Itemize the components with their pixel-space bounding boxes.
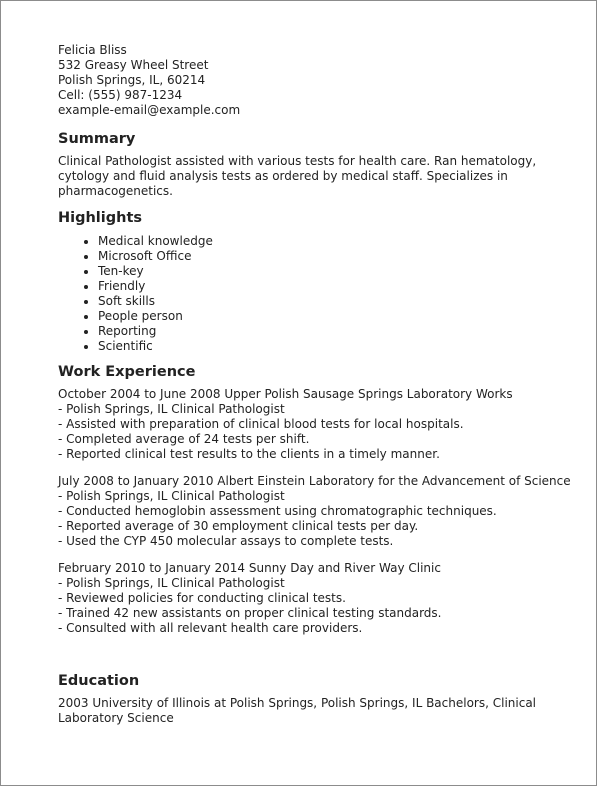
job-detail-line: - Reported clinical test results to the clients in a timely manner. bbox=[58, 447, 440, 461]
highlights-list bbox=[58, 234, 576, 354]
education-text: 2003 University of Illinois at Polish Springs, Polish Springs, IL Bachelors, Clinical Laboratory Science bbox=[58, 696, 537, 725]
contact-block bbox=[58, 43, 576, 118]
job-detail-line: - Trained 42 new assistants on proper clinical testing standards. bbox=[58, 606, 442, 620]
job-entry bbox=[58, 387, 576, 462]
contact-email: example-email@example.com bbox=[58, 103, 241, 117]
job-detail-line: - Polish Springs, IL Clinical Pathologist bbox=[58, 402, 285, 416]
highlights-heading: Highlights bbox=[58, 210, 143, 226]
job-detail-line: - Consulted with all relevant health care providers. bbox=[58, 621, 363, 635]
job-detail-line: - Assisted with preparation of clinical blood tests for local hospitals. bbox=[58, 417, 464, 431]
job-title-line: July 2008 to January 2010 Albert Einstein Laboratory for the Advancement of Science bbox=[58, 474, 571, 488]
job-detail-line: - Reported average of 30 employment clinical tests per day. bbox=[58, 519, 419, 533]
list-item: • Reporting bbox=[98, 324, 576, 339]
contact-name: Felicia Bliss bbox=[58, 43, 127, 57]
contact-phone: Cell: (555) 987-1234 bbox=[58, 88, 183, 102]
job-detail-line: - Reviewed policies for conducting clinical tests. bbox=[58, 591, 346, 605]
summary-text: Clinical Pathologist assisted with various tests for health care. Ran hematology, cytology and fluid analysis tests as ordered by medical staff. Specializes in pharmacogenetics. bbox=[58, 154, 537, 198]
job-title-line: February 2010 to January 2014 Sunny Day and River Way Clinic bbox=[58, 561, 441, 575]
job-detail-line: - Polish Springs, IL Clinical Pathologist bbox=[58, 489, 285, 503]
job-detail-line: - Completed average of 24 tests per shift. bbox=[58, 432, 310, 446]
job-detail-line: - Used the CYP 450 molecular assays to complete tests. bbox=[58, 534, 394, 548]
education-heading: Education bbox=[58, 673, 140, 689]
list-item: • People person bbox=[98, 309, 576, 324]
list-item: • Ten-key bbox=[98, 264, 576, 279]
job-title-line: October 2004 to June 2008 Upper Polish Sausage Springs Laboratory Works bbox=[58, 387, 513, 401]
list-item: • Medical knowledge bbox=[98, 234, 576, 249]
list-item: • Soft skills bbox=[98, 294, 576, 309]
list-item: • Scientific bbox=[98, 339, 576, 354]
list-item: • Microsoft Office bbox=[98, 249, 576, 264]
job-detail-line: - Polish Springs, IL Clinical Pathologist bbox=[58, 576, 285, 590]
contact-city: Polish Springs, IL, 60214 bbox=[58, 73, 206, 87]
work-experience-heading: Work Experience bbox=[58, 364, 196, 380]
contact-street: 532 Greasy Wheel Street bbox=[58, 58, 209, 72]
list-item: • Friendly bbox=[98, 279, 576, 294]
job-entry bbox=[58, 561, 576, 636]
summary-heading: Summary bbox=[58, 131, 136, 147]
job-entry bbox=[58, 474, 576, 549]
job-detail-line: - Conducted hemoglobin assessment using chromatographic techniques. bbox=[58, 504, 497, 518]
